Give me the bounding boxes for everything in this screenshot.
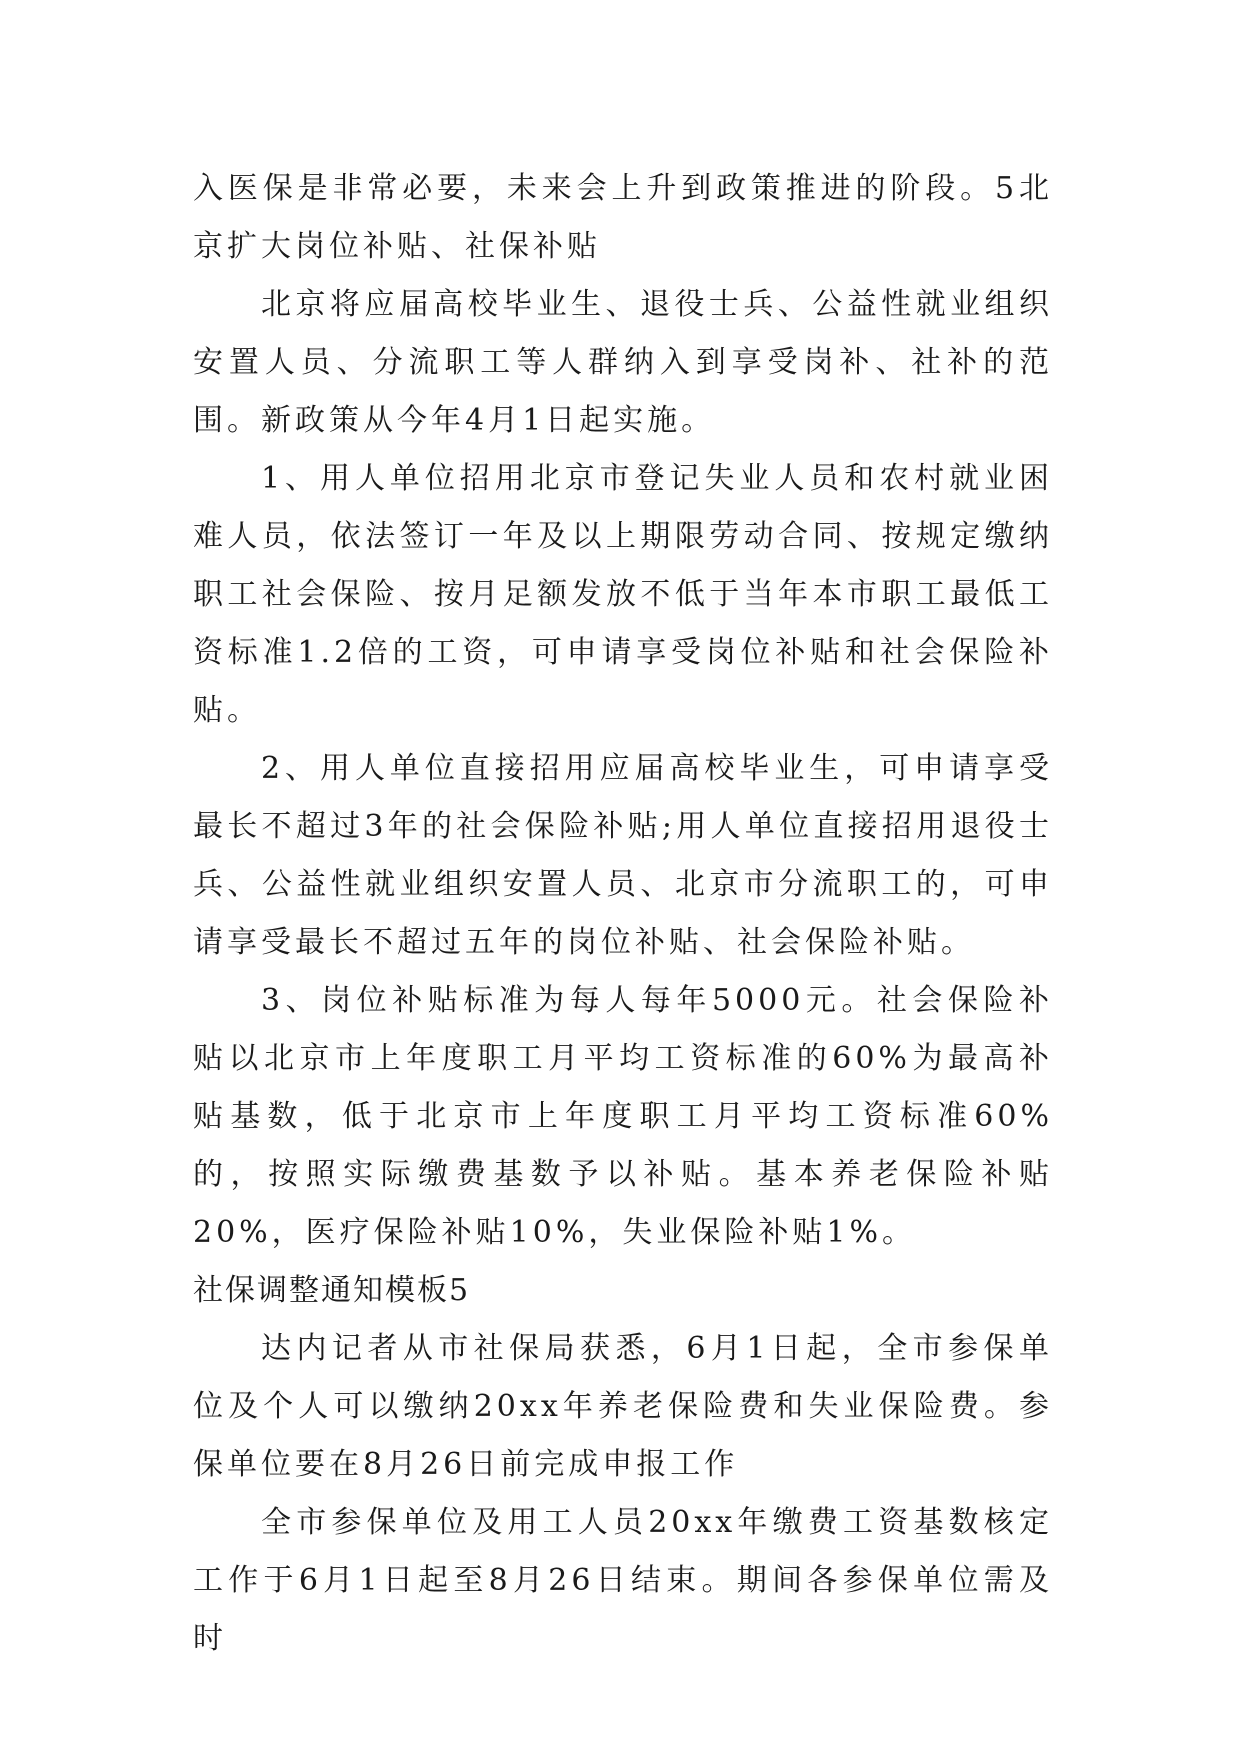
paragraph-policy-scope: 北京将应届高校毕业生、退役士兵、公益性就业组织安置人员、分流职工等人群纳入到享受岗补、社补的范围。新政策从今年4月1日起实施。 [193, 287, 1053, 438]
section-title: 社保调整通知模板5 [193, 1273, 471, 1308]
paragraph-intro: 入医保是非常必要，未来会上升到政策推进的阶段。5北京扩大岗位补贴、社保补贴 [193, 171, 1053, 264]
paragraph-item-2: 2、用人单位直接招用应届高校毕业生，可申请享受最长不超过3年的社会保险补贴;用人单位直接招用退役士兵、公益性就业组织安置人员、北京市分流职工的，可申请享受最长不超过五年的岗位补贴、社会保险补贴。 [193, 751, 1053, 960]
document-body [193, 160, 1053, 1668]
paragraph-item-3: 3、岗位补贴标准为每人每年5000元。社会保险补贴以北京市上年度职工月平均工资标准的60%为最高补贴基数，低于北京市上年度职工月平均工资标准60%的，按照实际缴费基数予以补贴。基本养老保险补贴20%，医疗保险补贴10%，失业保险补贴1%。 [193, 983, 1053, 1250]
paragraph-item-1: 1、用人单位招用北京市登记失业人员和农村就业困难人员，依法签订一年及以上期限劳动合同、按规定缴纳职工社会保险、按月足额发放不低于当年本市职工最低工资标准1.2倍的工资，可申请享受岗位补贴和社会保险补贴。 [193, 461, 1053, 728]
paragraph-section-1: 达内记者从市社保局获悉，6月1日起，全市参保单位及个人可以缴纳20xx年养老保险费和失业保险费。参保单位要在8月26日前完成申报工作 [193, 1331, 1053, 1482]
paragraph-section-2: 全市参保单位及用工人员20xx年缴费工资基数核定工作于6月1日起至8月26日结束。期间各参保单位需及时 [193, 1505, 1053, 1656]
